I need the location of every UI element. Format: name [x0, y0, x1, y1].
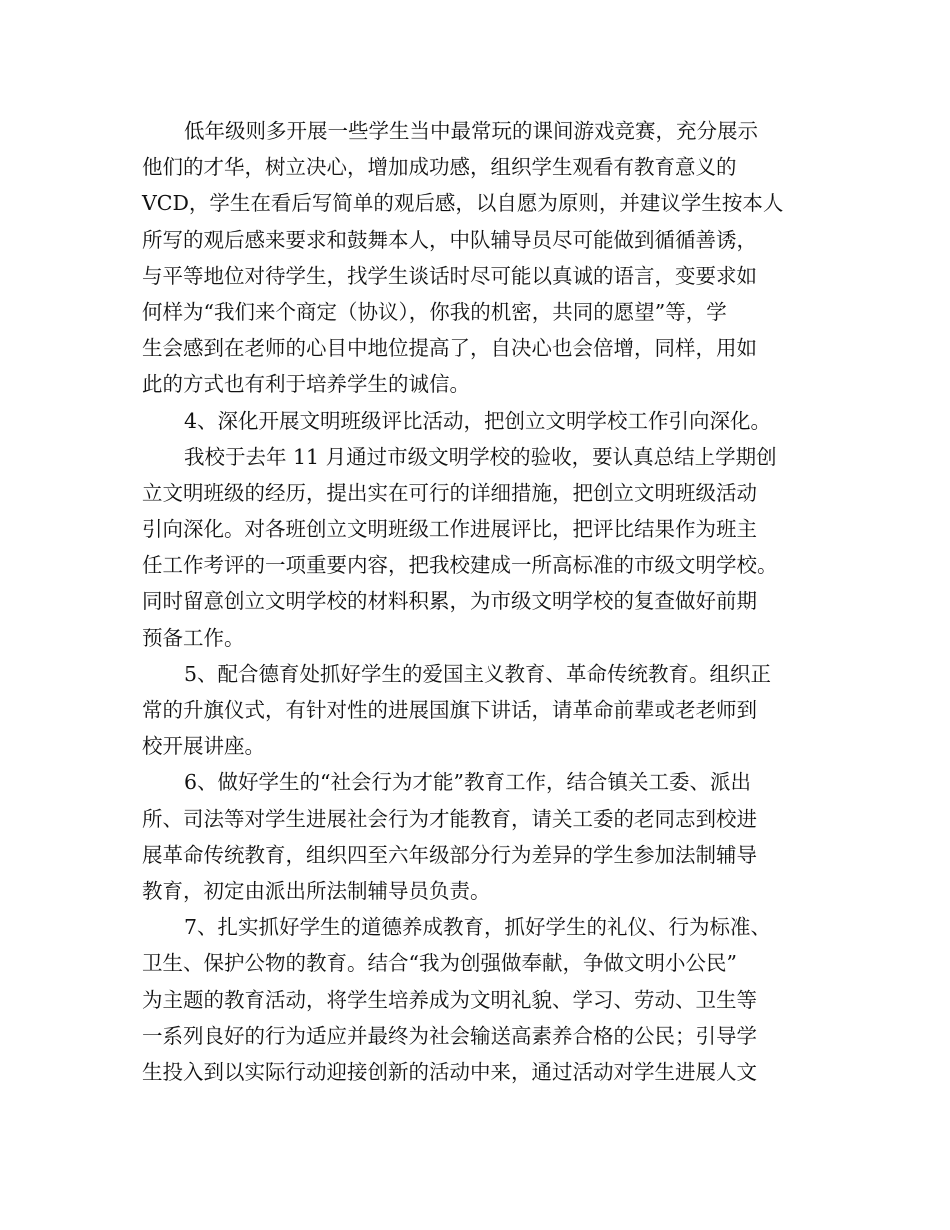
paragraph-line: 卫生、保护公物的教育。结合“我为创强做奉献，争做文明小公民”: [142, 951, 737, 976]
paragraph-line: 低年级则多开展一些学生当中最常玩的课间游戏竞赛，充分展示: [184, 119, 758, 143]
paragraph-line: 一系列良好的行为适应并最终为社会输送高素养合格的公民；引导学: [142, 1023, 757, 1048]
paragraph-line: 生会感到在老师的心目中地位提高了，自决心也会倍增，同样，用如: [142, 336, 757, 361]
section-heading: 6、做好学生的“社会行为才能”教育工作，结合镇关工委、派出: [184, 770, 752, 795]
paragraph-line: 与平等地位对待学生，找学生谈话时尽可能以真诚的语言，变要求如: [142, 263, 757, 288]
body-text: [142, 113, 832, 1090]
paragraph-line: 为主题的教育活动，将学生培养成为文明礼貌、学习、劳动、卫生等: [142, 987, 757, 1012]
paragraph-line: 引向深化。对各班创立文明班级工作进展评比，把评比结果作为班主: [142, 517, 757, 542]
section-heading: 4、深化开展文明班级评比活动，把创立文明学校工作引向深化。: [184, 408, 772, 433]
paragraph-line: 校开展讲座。: [142, 734, 265, 759]
section-heading: 7、扎实抓好学生的道德养成教育，抓好学生的礼仪、行为标准、: [184, 915, 772, 940]
paragraph-line: 所写的观后感来要求和鼓舞本人，中队辅导员尽可能做到循循善诱，: [142, 227, 757, 252]
paragraph-line: VCD，学生在看后写简单的观后感，以自愿为原则，并建议学生按本人: [142, 191, 784, 216]
paragraph-line: 教育，初定由派出所法制辅导员负责。: [142, 878, 491, 903]
paragraph-line: 所、司法等对学生进展社会行为才能教育，请关工委的老同志到校进: [142, 806, 757, 831]
paragraph-line: 我校于去年 11 月通过市级文明学校的验收，要认真总结上学期创: [184, 444, 777, 469]
paragraph-line: 同时留意创立文明学校的材料积累，为市级文明学校的复查做好前期: [142, 589, 757, 614]
paragraph-line: 预备工作。: [142, 625, 245, 650]
paragraph-line: 常的升旗仪式，有针对性的进展国旗下讲话，请革命前辈或老老师到: [142, 698, 757, 722]
paragraph-line: 立文明班级的经历，提出实在可行的详细措施，把创立文明班级活动: [142, 480, 757, 505]
paragraph-line: 何样为“我们来个商定（协议），你我的机密，共同的愿望”等，学: [142, 299, 727, 324]
paragraph-line: 展革命传统教育，组织四至六年级部分行为差异的学生参加法制辅导: [142, 842, 757, 867]
section-heading: 5、配合德育处抓好学生的爱国主义教育、革命传统教育。组织正: [184, 661, 772, 686]
paragraph-line: 此的方式也有利于培养学生的诚信。: [142, 372, 470, 397]
paragraph-line: 他们的才华，树立决心，增加成功感，组织学生观看有教育意义的: [142, 155, 737, 180]
paragraph-line: 任工作考评的一项重要内容，把我校建成一所高标准的市级文明学校。: [142, 553, 778, 578]
paragraph-line: 生投入到以实际行动迎接创新的活动中来，通过活动对学生进展人文: [142, 1059, 757, 1084]
